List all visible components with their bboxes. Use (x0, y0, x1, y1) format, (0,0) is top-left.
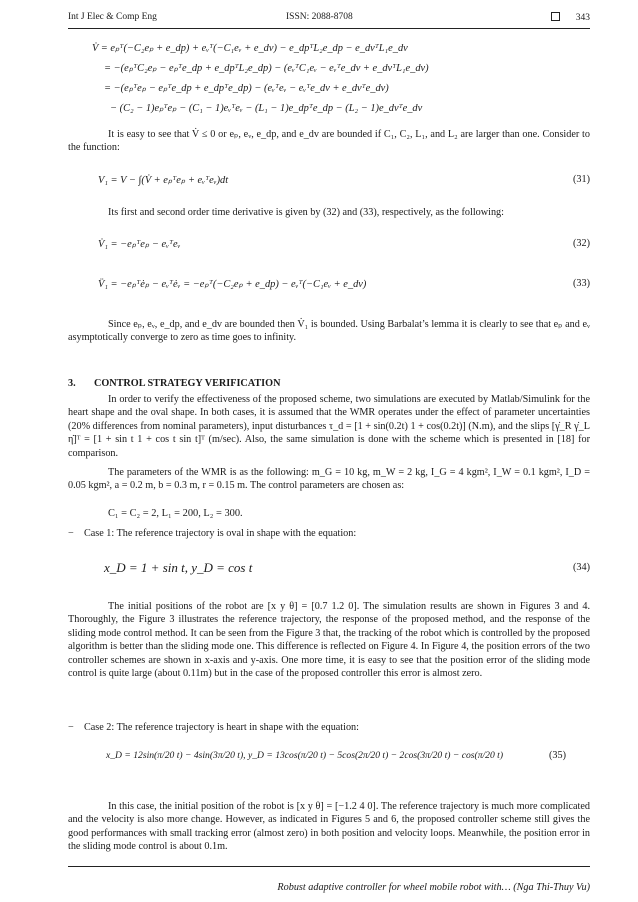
issn: ISSN: 2088-8708 (286, 12, 353, 22)
case-1-item (68, 528, 356, 539)
equation-32: V̇₁ = −eₚᵀeₚ − eᵥᵀeᵥ (98, 239, 181, 250)
equation-31: V₁ = V − ∫(V̇ + eₚᵀeₚ + eᵥᵀeᵥ)dt (98, 175, 229, 186)
equation-34: x_D = 1 + sin t, y_D = cos t (104, 560, 253, 575)
journal-name: Int J Elec & Comp Eng (68, 12, 157, 22)
case-1-label: Case 1: The reference trajectory is oval in shape with the equation: (83, 528, 357, 539)
page-header (68, 12, 590, 26)
paragraph-case-1-results: The initial positions of the robot are [x y θ] = [0.7 1.2 0]. The simulation results are shown in Figures 3 and 4. Thoroughly, the Figure 3 illustrates the reference trajectory, the response of the proposed method, and the response of the sliding mode control method. It can be seen from the Figure 3 that, the tracking of the robot which is controlled by the proposed algorithm is better than the sliding mode one. This difference is reflected on Figure 4. In Figure 4, the position errors of the two controller schemes are shown in x-axis and y-axis. One more time, it is easy to see that the position error of the sliding mode control is quite large (about 0.11m) but in the case of the proposed controller this error is almost zero. (68, 601, 590, 680)
paragraph-wmr-parameters: The parameters of the WMR is as the following: m_G = 10 kg, m_W = 2 kg, I_G = 4 kgm², I_W = 0.1 kgm², I_D = 0.05 kgm², a = 0.2 m, b = 0.3 m, r = 0.15 m. The control parameters are chosen as: (68, 467, 590, 492)
running-title: Robust adaptive controller for wheel mobile robot with… (Nga Thi-Thuy Vu) (277, 882, 590, 893)
vdot-eq-line-4: − (C₂ − 1)eₚᵀeₚ − (C₁ − 1)eᵥᵀeᵥ − (L₁ − 1)e_dpᵀe_dp − (L₂ − 1)e_dvᵀe_dv (110, 103, 423, 114)
page-number: 343 (575, 13, 590, 23)
square-icon (551, 12, 560, 21)
equation-35-number: (35) (549, 750, 566, 761)
dash-bullet: − (68, 722, 84, 733)
section-number: 3. (68, 378, 76, 389)
equation-33: V̈₁ = −eₚᵀėₚ − eᵥᵀėᵥ = −eₚᵀ(−C₂eₚ + e_dp) − eᵥᵀ(−C₁eᵥ + e_dv) (98, 279, 367, 290)
paragraph-case-2-results: In this case, the initial position of the robot is [x y θ] = [−1.2 4 0]. The reference trajectory is much more complicated and the velocity is also more change. However, as indicated in Figures 5 and 6, the proposed controller scheme still gives the good performances with small tracking error (almost zero) in both position and velocity loops. Meanwhile, the position error in the sliding mode control is about 0.1m. (68, 801, 590, 853)
dash-bullet: − (68, 528, 84, 539)
header-rule (68, 28, 590, 29)
case-2-label: Case 2: The reference trajectory is heart in shape with the equation: (83, 722, 359, 733)
paragraph-barbalat: Since eₚ, eᵥ, e_dp, and e_dv are bounded then V̇₁ is bounded. Using Barbalat’s lemma it is clearly to see that eₚ and eᵥ asymptotically converge to zero as time goes to infinity. (68, 319, 590, 344)
equation-31-number: (31) (573, 174, 590, 185)
footer-rule (68, 866, 590, 867)
control-parameters: C₁ = C₂ = 2, L₁ = 200, L₂ = 300. (108, 508, 243, 519)
paragraph-derivatives: Its first and second order time derivative is given by (32) and (33), respectively, as the following: (108, 207, 504, 218)
paragraph-vdot-bounded: It is easy to see that V̇ ≤ 0 or eₚ, eᵥ, e_dp, and e_dv are bounded if C₁, C₂, L₁, and L₂ are larger than one. Consider to the function: (68, 129, 590, 154)
paragraph-simulation-setup: In order to verify the effectiveness of the proposed scheme, two simulations are executed by Matlab/Simulink for the heart shape and the oval shape. In both cases, it is assumed that the WMR operates under the effect of parameter uncertainties (20% differences from nominal parameters), input disturbances τ_d = [1 + sin(0.2t) 1 + cos(0.2t)] (N.m), and the slips [γ̇_R γ̇_L η̇]ᵀ = [1 + sin t 1 + cos t sin t]ᵀ (m/sec). Also, the same simulation is done with the scheme which is presented in [18] for comparison. (68, 394, 590, 459)
section-heading (68, 378, 280, 389)
equation-34-number: (34) (573, 562, 590, 573)
section-title: CONTROL STRATEGY VERIFICATION (94, 378, 281, 389)
equation-32-number: (32) (573, 238, 590, 249)
page-number-block (551, 12, 590, 23)
vdot-eq-line-1: V̇ = eₚᵀ(−C₂eₚ + e_dp) + eᵥᵀ(−C₁eᵥ + e_dv) − e_dpᵀL₂e_dp − e_dvᵀL₁e_dv (92, 43, 408, 54)
vdot-eq-line-3: = −(eₚᵀeₚ − eₚᵀe_dp + e_dpᵀe_dp) − (eᵥᵀeᵥ − eᵥᵀe_dv + e_dvᵀe_dv) (104, 83, 389, 94)
equation-35: x_D = 12sin(π/20 t) − 4sin(3π/20 t), y_D = 13cos(π/20 t) − 5cos(2π/20 t) − 2cos(3π/20 t) − cos(π/20 t) (106, 750, 504, 761)
case-2-item (68, 722, 359, 733)
vdot-eq-line-2: = −(eₚᵀC₂eₚ − eₚᵀe_dp + e_dpᵀL₂e_dp) − (eᵥᵀC₁eᵥ − eᵥᵀe_dv + e_dvᵀL₁e_dv) (104, 63, 429, 74)
equation-33-number: (33) (573, 278, 590, 289)
